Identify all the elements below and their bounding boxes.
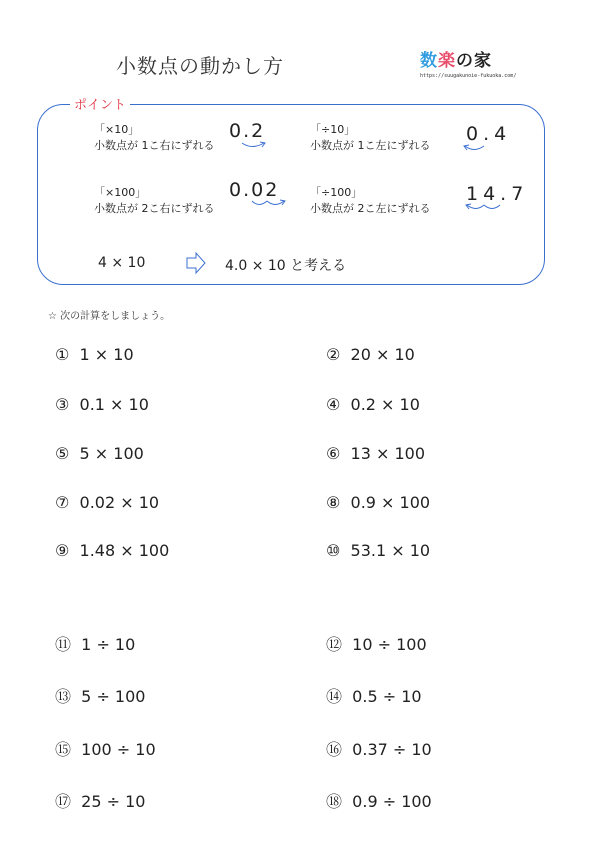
problem-item: ⑦ 0.02 × 10 <box>55 493 160 512</box>
logo-char-3: の家 <box>456 51 492 71</box>
page-title: 小数点の動かし方 <box>116 54 284 78</box>
rule-desc: 小数点が 2こ左にずれる <box>310 202 431 215</box>
problem-item: ⑭ 0.5 ÷ 10 <box>326 687 422 706</box>
point-label: ポイント <box>70 94 130 113</box>
problem-item: ⑥ 13 × 100 <box>326 444 425 463</box>
rule-times10 <box>94 122 215 154</box>
logo-char-2: 楽 <box>438 51 456 71</box>
rule-desc: 小数点が 1こ右にずれる <box>94 139 215 152</box>
rule-op: 「÷100」 <box>310 186 363 199</box>
shift-arrow-icon <box>250 198 292 210</box>
problem-item: ⑤ 5 × 100 <box>55 444 144 463</box>
rule-div100 <box>310 185 431 217</box>
rule-number: 14.7 <box>466 183 529 205</box>
problem-item: ④ 0.2 × 10 <box>326 395 420 414</box>
example-left: 4 × 10 <box>98 255 146 271</box>
logo-text <box>420 46 516 71</box>
rule-number: 0.2 <box>229 120 266 142</box>
rule-op: 「÷10」 <box>310 123 356 136</box>
logo-url: https://suugakunoie-fukuoka.com/ <box>420 73 517 79</box>
example-right: 4.0 × 10 と考える <box>225 258 347 274</box>
problem-item: ⑮ 100 ÷ 10 <box>55 740 156 759</box>
rule-times100 <box>94 185 215 217</box>
rule-op: 「×100」 <box>94 186 147 199</box>
rule-desc: 小数点が 2こ右にずれる <box>94 202 215 215</box>
rule-number: 0.4 <box>466 123 512 145</box>
problem-item: ⑰ 25 ÷ 10 <box>55 792 146 811</box>
problem-item: ③ 0.1 × 10 <box>55 395 149 414</box>
problem-item: ⑨ 1.48 × 100 <box>55 541 170 560</box>
rule-desc: 小数点が 1こ左にずれる <box>310 139 431 152</box>
problem-item: ① 1 × 10 <box>55 345 134 364</box>
instruction-text: ☆ 次の計算をしましょう。 <box>48 311 171 322</box>
problem-item: ⑧ 0.9 × 100 <box>326 493 431 512</box>
rule-div10 <box>310 122 431 154</box>
shift-arrow-icon <box>462 143 488 155</box>
rule-number: 0.02 <box>229 179 280 201</box>
problem-item: ⑩ 53.1 × 10 <box>326 541 431 560</box>
problem-item: ⑪ 1 ÷ 10 <box>55 635 136 654</box>
problem-item: ⑯ 0.37 ÷ 10 <box>326 740 432 759</box>
problem-item: ⑫ 10 ÷ 100 <box>326 635 427 654</box>
logo-char-1: 数 <box>420 51 438 71</box>
site-logo[interactable] <box>420 46 516 79</box>
problem-item: ② 20 × 10 <box>326 345 415 364</box>
problem-item: ⑱ 0.9 ÷ 100 <box>326 792 432 811</box>
right-arrow-icon <box>185 251 207 275</box>
shift-arrow-icon <box>464 202 504 214</box>
problem-item: ⑬ 5 ÷ 100 <box>55 687 146 706</box>
rule-op: 「×10」 <box>94 123 140 136</box>
shift-arrow-icon <box>240 140 270 152</box>
